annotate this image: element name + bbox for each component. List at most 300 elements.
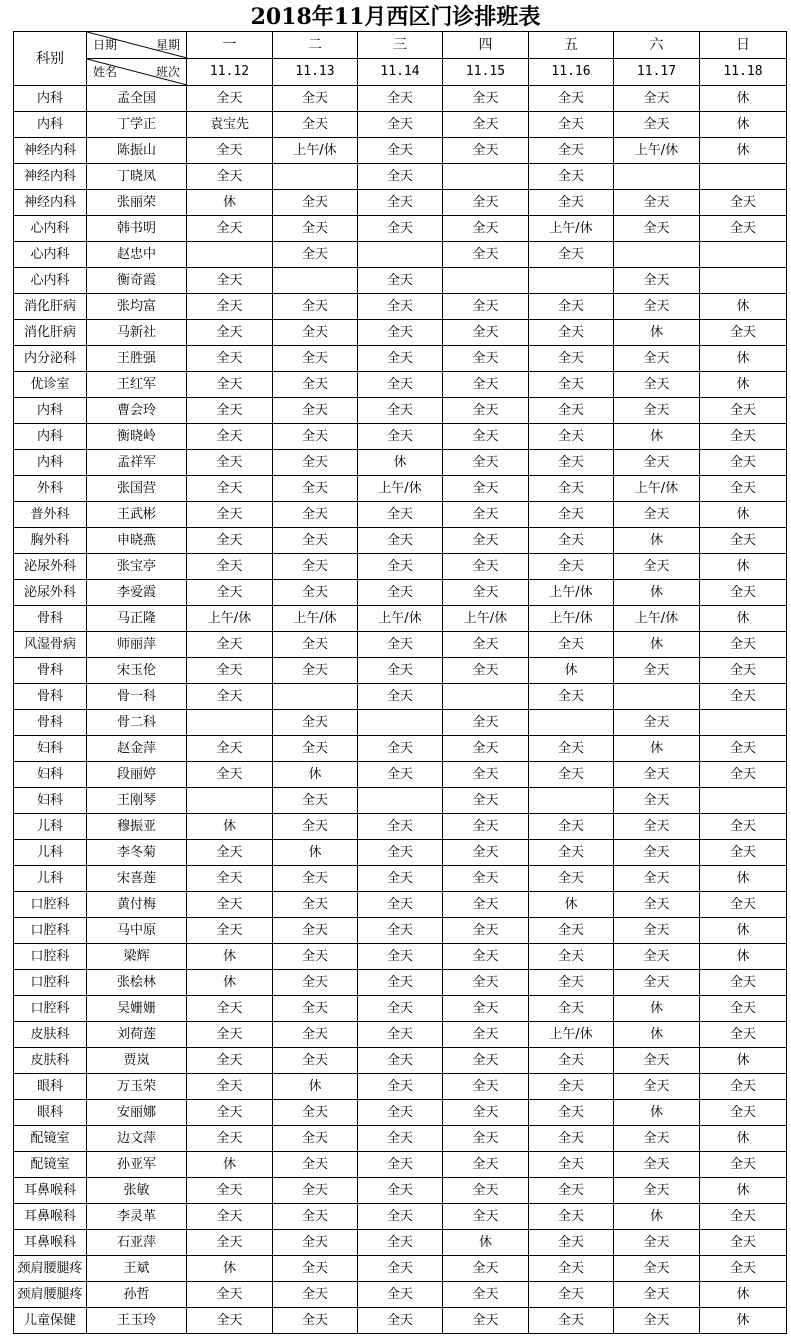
table-row [14,1100,787,1126]
shift-cell: 全天 [443,736,529,762]
shift-cell: 全天 [529,320,614,346]
shift-cell: 全天 [529,294,614,320]
table-row [14,580,787,606]
date-cell: 11.18 [700,59,787,86]
shift-cell: 全天 [273,502,358,528]
table-row [14,970,787,996]
shift-cell: 休 [700,294,787,320]
table-row [14,840,787,866]
shift-cell: 全天 [614,190,700,216]
shift-cell: 全天 [358,1152,443,1178]
shift-cell: 全天 [358,632,443,658]
shift-cell: 全天 [358,294,443,320]
doctor-name-cell: 师丽萍 [87,632,187,658]
shift-cell: 全天 [273,1308,358,1334]
shift-cell: 全天 [358,814,443,840]
shift-cell: 全天 [614,86,700,112]
shift-cell: 全天 [614,892,700,918]
shift-cell [700,268,787,294]
shift-cell: 全天 [700,1152,787,1178]
table-row [14,1074,787,1100]
shift-cell: 全天 [700,1022,787,1048]
shift-cell: 全天 [443,840,529,866]
shift-cell: 全天 [187,528,273,554]
dept-cell: 消化肝病 [14,320,87,346]
doctor-name-cell: 安丽娜 [87,1100,187,1126]
shift-cell: 全天 [273,866,358,892]
doctor-name-cell: 王玉玲 [87,1308,187,1334]
shift-cell: 全天 [358,1282,443,1308]
shift-cell: 全天 [529,1100,614,1126]
dept-cell: 心内科 [14,268,87,294]
shift-cell: 全天 [187,138,273,164]
shift-cell: 全天 [273,450,358,476]
shift-cell: 全天 [614,970,700,996]
shift-cell: 全天 [443,814,529,840]
shift-cell: 全天 [443,294,529,320]
shift-cell: 全天 [614,372,700,398]
shift-cell: 全天 [358,502,443,528]
shift-cell: 全天 [358,398,443,424]
shift-cell: 全天 [529,138,614,164]
doctor-name-cell: 黄付梅 [87,892,187,918]
shift-cell: 全天 [358,970,443,996]
dept-cell: 泌尿外科 [14,554,87,580]
dept-cell: 神经内科 [14,164,87,190]
table-row [14,1048,787,1074]
dept-cell: 妇科 [14,736,87,762]
shift-cell: 全天 [187,268,273,294]
shift-cell: 全天 [273,1230,358,1256]
date-cell: 11.15 [443,59,529,86]
date-cell: 11.16 [529,59,614,86]
shift-cell: 全天 [614,554,700,580]
dept-cell: 内科 [14,450,87,476]
shift-cell: 全天 [443,918,529,944]
shift-cell: 全天 [700,1100,787,1126]
shift-cell: 休 [187,1256,273,1282]
shift-cell: 全天 [273,320,358,346]
doctor-name-cell: 丁晓凤 [87,164,187,190]
shift-cell: 全天 [358,528,443,554]
shift-cell: 全天 [614,840,700,866]
weekday-wed: 三 [358,32,443,59]
shift-cell: 全天 [273,528,358,554]
shift-cell: 全天 [700,840,787,866]
table-row [14,268,787,294]
shift-cell: 全天 [273,892,358,918]
shift-cell: 全天 [358,1178,443,1204]
shift-cell: 休 [614,528,700,554]
shift-cell: 全天 [443,632,529,658]
table-row [14,736,787,762]
doctor-name-cell: 骨二科 [87,710,187,736]
shift-cell: 全天 [700,736,787,762]
shift-cell: 全天 [273,1282,358,1308]
shift-cell: 休 [700,346,787,372]
table-row [14,788,787,814]
dept-cell: 妇科 [14,788,87,814]
table-row [14,944,787,970]
shift-cell: 全天 [529,1048,614,1074]
shift-cell [529,268,614,294]
table-row [14,528,787,554]
shift-cell: 全天 [187,1074,273,1100]
shift-cell [187,788,273,814]
table-row [14,632,787,658]
doctor-name-cell: 石亚萍 [87,1230,187,1256]
shift-cell: 全天 [529,632,614,658]
shift-cell: 全天 [443,996,529,1022]
shift-cell [700,242,787,268]
dept-cell: 骨科 [14,684,87,710]
table-row [14,424,787,450]
shift-cell: 休 [700,138,787,164]
shift-cell: 全天 [700,1074,787,1100]
doctor-name-cell: 骨一科 [87,684,187,710]
shift-cell: 全天 [358,580,443,606]
shift-cell: 全天 [529,528,614,554]
table-row [14,138,787,164]
shift-cell: 全天 [358,346,443,372]
shift-cell: 全天 [614,1282,700,1308]
dept-cell: 颈肩腰腿疼 [14,1256,87,1282]
shift-cell: 全天 [358,736,443,762]
shift-cell [529,710,614,736]
week-label: 星期 [155,38,180,52]
dept-cell: 口腔科 [14,918,87,944]
shift-cell: 全天 [443,320,529,346]
shift-cell: 全天 [187,450,273,476]
shift-cell: 全天 [700,398,787,424]
table-row [14,1282,787,1308]
shift-cell: 全天 [614,346,700,372]
doctor-name-cell: 马正隆 [87,606,187,632]
shift-cell: 全天 [443,398,529,424]
shift-cell: 全天 [700,814,787,840]
shift-cell: 全天 [443,1022,529,1048]
shift-cell: 全天 [443,554,529,580]
shift-cell: 休 [358,450,443,476]
shift-cell: 休 [700,1048,787,1074]
date-cell: 11.14 [358,59,443,86]
dept-cell: 口腔科 [14,892,87,918]
table-row [14,346,787,372]
doctor-name-cell: 张均富 [87,294,187,320]
table-row [14,320,787,346]
shift-cell: 上午/休 [529,1022,614,1048]
shift-cell: 全天 [529,1204,614,1230]
shift-cell: 全天 [614,398,700,424]
shift-cell: 全天 [700,580,787,606]
shift-cell: 休 [443,1230,529,1256]
shift-cell: 全天 [614,866,700,892]
shift-cell: 全天 [529,502,614,528]
shift-cell: 全天 [529,86,614,112]
shift-cell: 休 [700,1282,787,1308]
shift-cell: 全天 [187,424,273,450]
weekday-sat: 六 [614,32,700,59]
dept-cell: 儿科 [14,866,87,892]
doctor-name-cell: 李冬菊 [87,840,187,866]
shift-cell: 全天 [187,554,273,580]
shift-cell: 上午/休 [529,606,614,632]
table-row [14,814,787,840]
shift-cell: 全天 [358,164,443,190]
shift-cell: 全天 [700,424,787,450]
shift-cell: 全天 [273,216,358,242]
shift-cell: 全天 [529,1282,614,1308]
shift-cell: 全天 [187,762,273,788]
shift-cell: 休 [614,320,700,346]
shift-cell: 上午/休 [187,606,273,632]
shift-cell: 休 [614,580,700,606]
shift-cell: 全天 [187,1048,273,1074]
shift-cell: 全天 [358,996,443,1022]
shift-cell: 休 [614,996,700,1022]
shift-cell: 全天 [187,476,273,502]
shift-cell: 上午/休 [529,580,614,606]
shift-cell: 全天 [443,112,529,138]
shift-cell: 全天 [700,528,787,554]
shift-cell [358,788,443,814]
shift-cell: 全天 [358,1204,443,1230]
dept-cell: 内科 [14,112,87,138]
shift-cell: 全天 [358,1074,443,1100]
shift-cell: 全天 [187,632,273,658]
shift-cell: 全天 [273,918,358,944]
shift-cell: 全天 [614,762,700,788]
doctor-name-cell: 衡奇霞 [87,268,187,294]
shift-cell: 袁宝先 [187,112,273,138]
shift-cell: 全天 [273,788,358,814]
shift-cell: 休 [529,658,614,684]
shift-cell: 全天 [273,658,358,684]
shift-cell: 全天 [358,658,443,684]
doctor-name-cell: 曹会玲 [87,398,187,424]
shift-cell: 全天 [273,294,358,320]
table-row [14,476,787,502]
weekday-fri: 五 [529,32,614,59]
shift-cell: 全天 [443,788,529,814]
dept-cell: 骨科 [14,658,87,684]
shift-cell: 休 [614,424,700,450]
shift-cell: 全天 [443,1100,529,1126]
shift-cell: 全天 [358,138,443,164]
shift-cell [614,684,700,710]
header-row-weekdays [14,32,787,59]
shift-cell: 全天 [529,736,614,762]
shift-cell: 全天 [443,1308,529,1334]
shift-label: 班次 [155,65,180,79]
shift-cell: 全天 [443,86,529,112]
shift-cell: 全天 [529,112,614,138]
table-row [14,658,787,684]
table-row [14,554,787,580]
date-cell: 11.17 [614,59,700,86]
dept-cell: 神经内科 [14,190,87,216]
shift-cell [529,788,614,814]
shift-cell: 休 [700,554,787,580]
doctor-name-cell: 王胜强 [87,346,187,372]
shift-cell: 休 [700,944,787,970]
shift-cell: 全天 [700,996,787,1022]
shift-cell: 全天 [358,112,443,138]
shift-cell: 全天 [614,294,700,320]
shift-cell: 全天 [614,1048,700,1074]
dept-cell: 内科 [14,424,87,450]
shift-cell: 全天 [273,86,358,112]
table-row [14,1204,787,1230]
shift-cell: 全天 [187,86,273,112]
doctor-name-cell: 韩书明 [87,216,187,242]
shift-cell: 休 [700,866,787,892]
shift-cell: 全天 [273,1126,358,1152]
name-label: 姓名 [93,65,118,79]
shift-cell: 全天 [187,918,273,944]
shift-cell [358,710,443,736]
table-row [14,892,787,918]
shift-cell: 休 [187,970,273,996]
shift-cell: 全天 [187,346,273,372]
shift-cell: 休 [614,1022,700,1048]
shift-cell: 全天 [358,840,443,866]
doctor-name-cell: 张敏 [87,1178,187,1204]
doctor-name-cell: 衡晓岭 [87,424,187,450]
shift-cell: 全天 [700,216,787,242]
shift-cell: 全天 [358,216,443,242]
doctor-name-cell: 赵忠中 [87,242,187,268]
shift-cell: 全天 [529,1308,614,1334]
shift-cell: 全天 [529,684,614,710]
shift-cell: 全天 [273,242,358,268]
shift-cell: 休 [700,606,787,632]
shift-cell: 全天 [187,996,273,1022]
shift-cell: 全天 [273,996,358,1022]
dept-column-header: 科别 [14,32,87,86]
doctor-name-cell: 贾岚 [87,1048,187,1074]
shift-cell [358,242,443,268]
shift-cell: 全天 [443,710,529,736]
table-row [14,762,787,788]
shift-cell: 全天 [529,1126,614,1152]
shift-cell: 全天 [187,1100,273,1126]
shift-cell: 全天 [443,346,529,372]
shift-cell: 全天 [187,320,273,346]
shift-cell: 全天 [700,190,787,216]
shift-cell: 休 [614,1100,700,1126]
shift-cell: 全天 [700,762,787,788]
shift-cell: 全天 [273,970,358,996]
shift-cell: 全天 [614,502,700,528]
shift-cell: 全天 [358,866,443,892]
doctor-name-cell: 李灵革 [87,1204,187,1230]
shift-cell: 全天 [358,1100,443,1126]
doctor-name-cell: 申晓燕 [87,528,187,554]
dept-cell: 外科 [14,476,87,502]
shift-cell: 全天 [529,424,614,450]
dept-cell: 耳鼻喉科 [14,1230,87,1256]
shift-cell: 全天 [700,632,787,658]
shift-cell: 全天 [614,216,700,242]
table-row [14,1126,787,1152]
dept-cell: 内分泌科 [14,346,87,372]
dept-cell: 眼科 [14,1074,87,1100]
date-week-diagonal-header [87,32,187,59]
shift-cell: 休 [700,502,787,528]
shift-cell: 全天 [187,398,273,424]
table-row [14,1256,787,1282]
shift-cell: 全天 [529,1230,614,1256]
shift-cell: 上午/休 [529,216,614,242]
shift-cell: 休 [529,892,614,918]
shift-cell: 全天 [187,372,273,398]
name-shift-diagonal-header [87,59,187,86]
shift-cell: 休 [700,372,787,398]
shift-cell: 休 [187,190,273,216]
shift-cell: 全天 [273,476,358,502]
shift-cell [700,788,787,814]
table-row [14,112,787,138]
dept-cell: 普外科 [14,502,87,528]
shift-cell: 全天 [187,1282,273,1308]
shift-cell: 全天 [700,1204,787,1230]
shift-cell: 全天 [443,216,529,242]
shift-cell: 全天 [273,372,358,398]
dept-cell: 儿童保健 [14,1308,87,1334]
dept-cell: 骨科 [14,710,87,736]
shift-cell: 全天 [187,1178,273,1204]
shift-cell: 全天 [187,294,273,320]
shift-cell: 全天 [273,944,358,970]
dept-cell: 儿科 [14,840,87,866]
shift-cell: 全天 [358,554,443,580]
table-row [14,866,787,892]
shift-cell: 全天 [187,866,273,892]
shift-cell [443,684,529,710]
table-row [14,710,787,736]
shift-cell: 全天 [443,1282,529,1308]
shift-cell: 休 [700,1126,787,1152]
dept-cell: 口腔科 [14,970,87,996]
dept-cell: 神经内科 [14,138,87,164]
shift-cell: 全天 [443,190,529,216]
shift-cell [614,164,700,190]
shift-cell: 全天 [273,1022,358,1048]
shift-cell: 全天 [187,1204,273,1230]
dept-cell: 消化肝病 [14,294,87,320]
dept-cell: 皮肤科 [14,1048,87,1074]
shift-cell: 全天 [187,1308,273,1334]
shift-cell: 全天 [358,1230,443,1256]
shift-cell: 全天 [700,476,787,502]
doctor-name-cell: 丁学正 [87,112,187,138]
dept-cell: 配镜室 [14,1152,87,1178]
doctor-name-cell: 王斌 [87,1256,187,1282]
shift-cell: 全天 [358,1022,443,1048]
table-row [14,86,787,112]
shift-cell: 全天 [273,1256,358,1282]
shift-cell: 上午/休 [614,138,700,164]
shift-cell: 全天 [187,580,273,606]
shift-cell: 全天 [614,1178,700,1204]
shift-cell: 全天 [187,658,273,684]
doctor-name-cell: 陈振山 [87,138,187,164]
page-title: 2018年11月西区门诊排班表 [250,4,541,30]
shift-cell: 全天 [273,190,358,216]
shift-cell [700,710,787,736]
dept-cell: 胸外科 [14,528,87,554]
